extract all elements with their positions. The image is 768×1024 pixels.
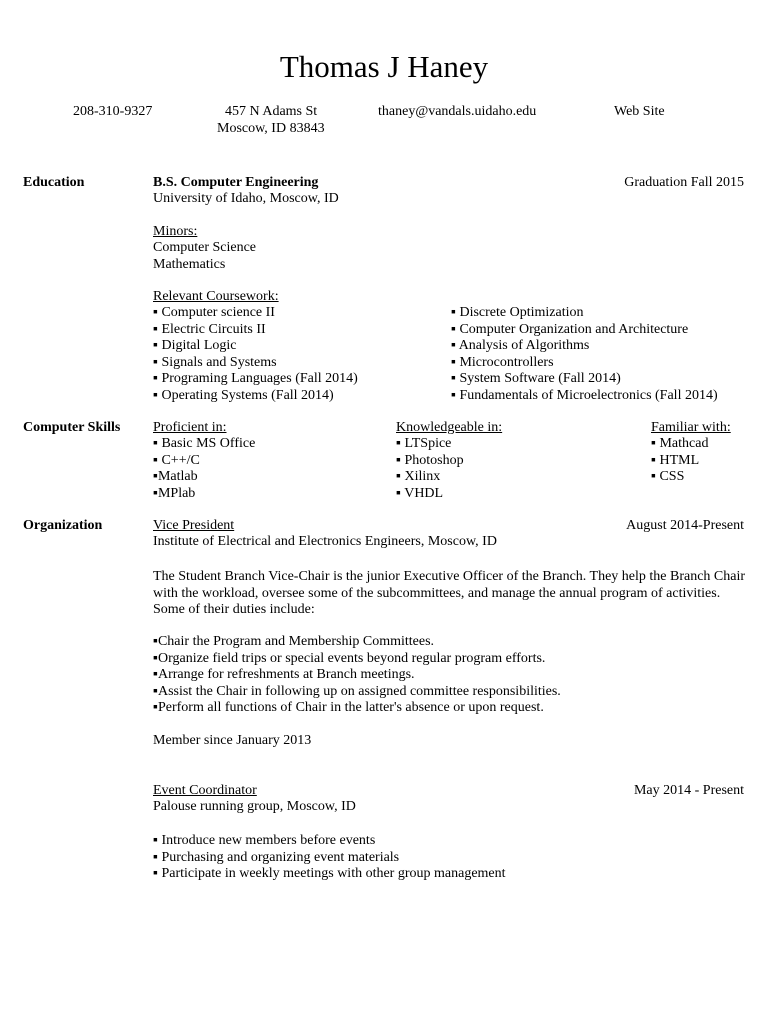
minors-list: [153, 240, 256, 273]
skill-item: ▪ HTML: [651, 452, 700, 468]
coursework-item: ▪ Digital Logic: [153, 338, 237, 353]
coursework-item: ▪ System Software (Fall 2014): [451, 371, 621, 386]
coursework-item: ▪ Operating Systems (Fall 2014): [153, 387, 334, 403]
minor-item: Mathematics: [153, 256, 226, 272]
skill-item: ▪MPlab: [153, 485, 196, 501]
duty-item: ▪Arrange for refreshments at Branch meetings.: [153, 667, 415, 682]
proficient-list: [153, 436, 255, 502]
role-duties-list: [153, 634, 561, 717]
skills-section-label: Computer Skills: [23, 420, 121, 435]
knowledgeable-list: [396, 436, 464, 502]
member-since: Member since January 2013: [153, 733, 312, 748]
organization-section-label: Organization: [23, 518, 103, 533]
duty-item: ▪Perform all functions of Chair in the latter's absence or upon request.: [153, 700, 544, 715]
coursework-item: ▪ Signals and Systems: [153, 354, 277, 370]
coursework-item: ▪ Discrete Optimization: [451, 305, 584, 320]
graduation-date: Graduation Fall 2015: [624, 175, 744, 190]
skill-item: ▪ VHDL: [396, 485, 444, 501]
address-line-1: 457 N Adams St: [225, 104, 318, 119]
coursework-label: Relevant Coursework:: [153, 289, 279, 304]
coursework-item: ▪ Analysis of Algorithms: [451, 338, 590, 353]
role-title-vice-president: Vice President: [153, 518, 235, 533]
coursework-item: ▪ Electric Circuits II: [153, 321, 266, 337]
skill-item: ▪ LTSpice: [396, 436, 452, 451]
role-title-event-coordinator: Event Coordinator: [153, 783, 257, 798]
duty-item: ▪Assist the Chair in following up on assigned committee responsibilities.: [153, 683, 561, 699]
skill-item: ▪ Photoshop: [396, 452, 464, 468]
degree-title: B.S. Computer Engineering: [153, 175, 319, 190]
minors-label: Minors:: [153, 224, 198, 239]
duty-item: ▪Organize field trips or special events beyond regular program efforts.: [153, 650, 546, 666]
coursework-item: ▪ Programing Languages (Fall 2014): [153, 371, 358, 386]
coursework-item: ▪ Computer Organization and Architecture: [451, 321, 689, 337]
familiar-label: Familiar with:: [651, 420, 731, 435]
website-link[interactable]: Web Site: [614, 104, 665, 119]
duty-item: ▪ Participate in weekly meetings with other group management: [153, 866, 506, 881]
skill-item: ▪ C++/C: [153, 452, 200, 468]
skill-item: ▪ Xilinx: [396, 469, 441, 484]
role-duties-list: [153, 833, 506, 883]
coursework-list-right: [451, 305, 718, 404]
coursework-item: ▪ Computer science II: [153, 305, 275, 320]
duty-item: ▪ Introduce new members before events: [153, 833, 376, 848]
proficient-label: Proficient in:: [153, 420, 227, 435]
familiar-list: [651, 436, 708, 486]
skill-item: ▪ Mathcad: [651, 436, 709, 451]
phone-number: 208-310-9327: [73, 104, 153, 119]
role-dates: May 2014 - Present: [633, 783, 744, 798]
skill-item: ▪ Basic MS Office: [153, 436, 256, 451]
role-organization: Palouse running group, Moscow, ID: [153, 799, 356, 814]
coursework-item: ▪ Microcontrollers: [451, 354, 554, 370]
education-section-label: Education: [23, 175, 85, 190]
duty-item: ▪Chair the Program and Membership Committees.: [153, 634, 435, 649]
coursework-item: ▪ Fundamentals of Microelectronics (Fall 2014): [451, 387, 718, 403]
address-line-2: Moscow, ID 83843: [217, 121, 325, 136]
email-address: thaney@vandals.uidaho.edu: [378, 104, 537, 119]
resume-name: Thomas J Haney: [279, 49, 489, 84]
duty-item: ▪ Purchasing and organizing event materials: [153, 849, 400, 865]
school-name: University of Idaho, Moscow, ID: [153, 191, 339, 206]
role-description: The Student Branch Vice-Chair is the junior Executive Officer of the Branch. They help the Branch Chair with the workload, oversee some of the subcommittees, and manage the annual program of activities. Some of their duties include:: [153, 569, 746, 617]
role-organization: Institute of Electrical and Electronics Engineers, Moscow, ID: [153, 534, 497, 549]
role-dates: August 2014-Present: [626, 518, 744, 533]
coursework-list-left: [153, 305, 358, 404]
knowledgeable-label: Knowledgeable in:: [396, 420, 503, 435]
skill-item: ▪Matlab: [153, 469, 198, 484]
skill-item: ▪ CSS: [651, 469, 685, 484]
minor-item: Computer Science: [153, 240, 257, 255]
